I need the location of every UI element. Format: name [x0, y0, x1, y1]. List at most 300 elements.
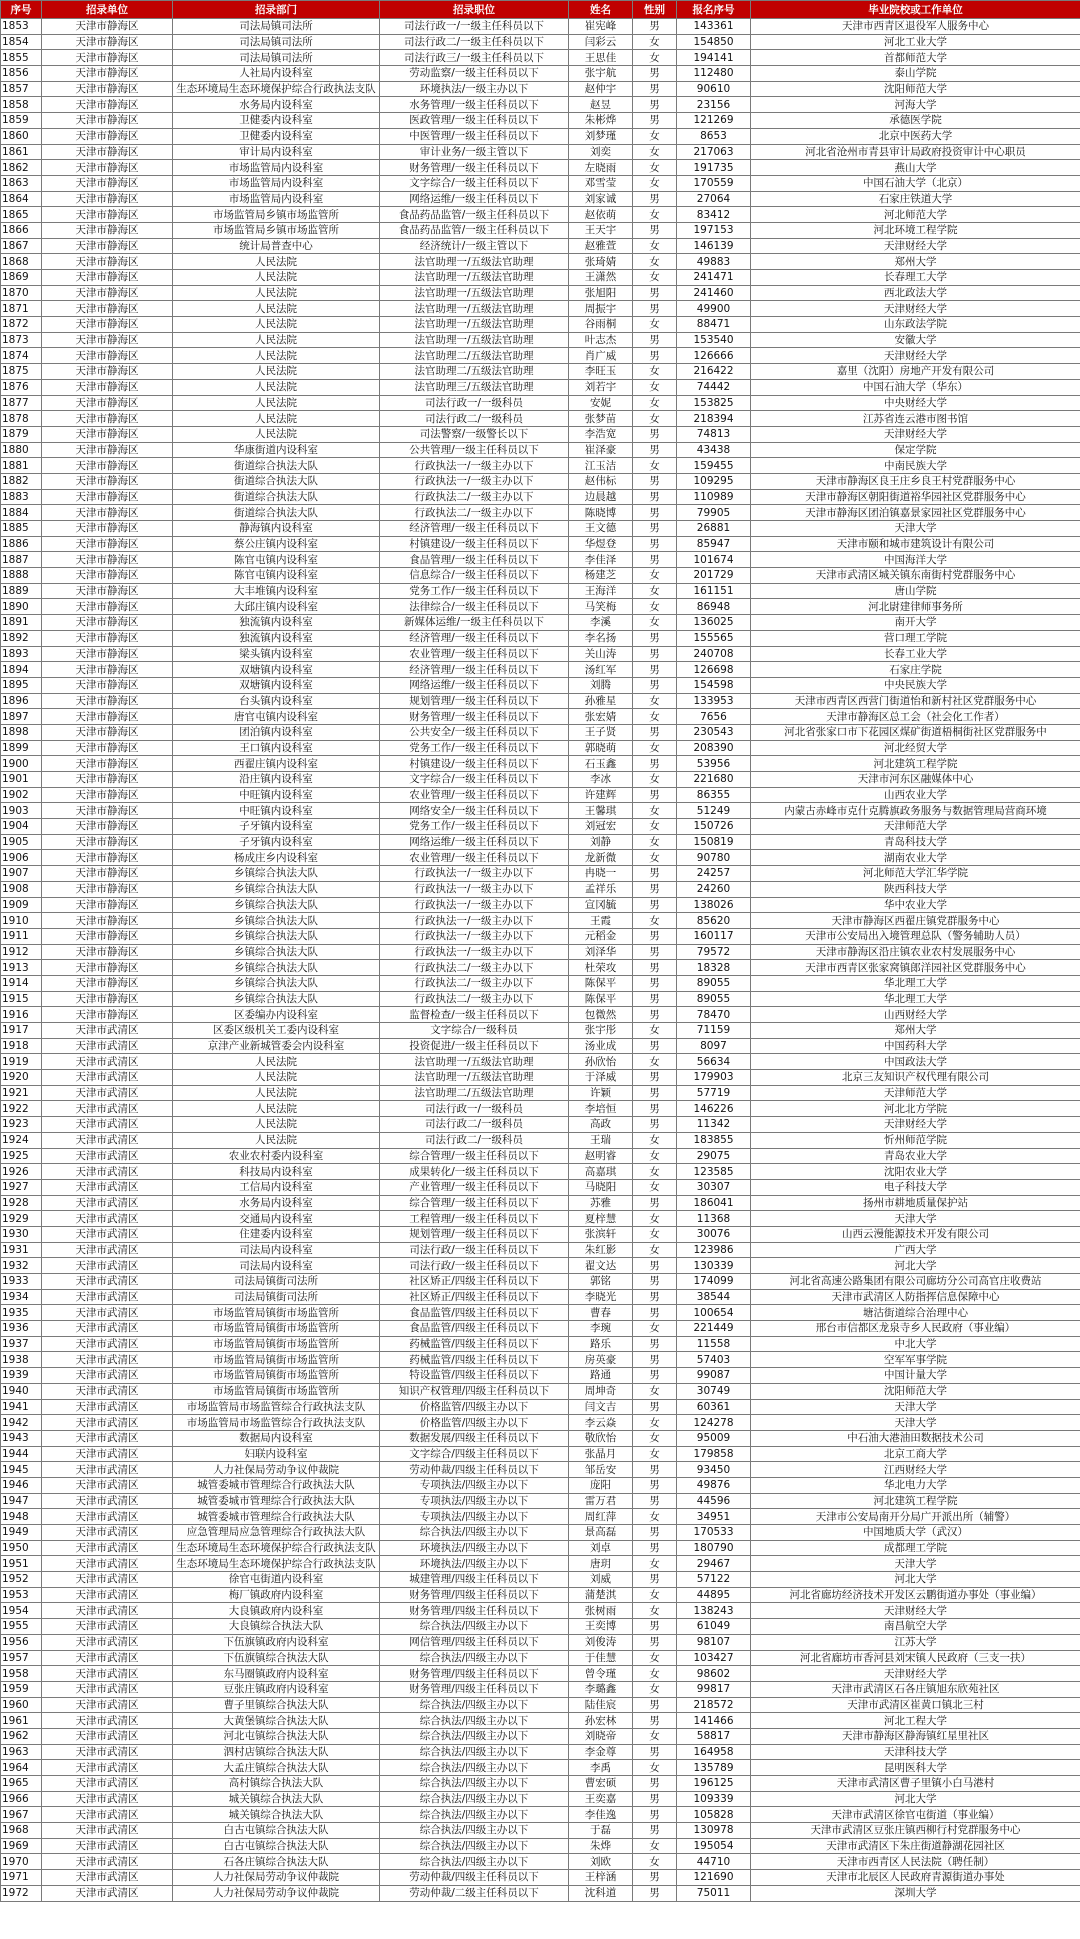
cell-col-index: 1913	[1, 960, 42, 976]
cell-col-school: 西北政法大学	[751, 285, 1080, 301]
cell-col-unit: 天津市武清区	[42, 1870, 173, 1886]
cell-col-position: 环境执法/四级主办以下	[380, 1556, 569, 1572]
cell-col-gender: 女	[633, 740, 677, 756]
cell-col-unit: 天津市静海区	[42, 505, 173, 521]
cell-col-school: 天津市静海区朝阳街道裕华园社区党群服务中心	[751, 489, 1080, 505]
cell-col-reg-no: 240708	[677, 646, 751, 662]
cell-col-index: 1896	[1, 693, 42, 709]
cell-col-department: 市场监管局镇街市场监管所	[173, 1321, 380, 1337]
cell-col-name: 周振宇	[569, 301, 633, 317]
cell-col-unit: 天津市静海区	[42, 191, 173, 207]
table-row	[1, 1274, 1080, 1290]
cell-col-unit: 天津市武清区	[42, 1744, 173, 1760]
cell-col-reg-no: 138026	[677, 897, 751, 913]
cell-col-position: 农业管理/一级主任科员以下	[380, 850, 569, 866]
cell-col-gender: 女	[633, 615, 677, 631]
cell-col-name: 陈保平	[569, 975, 633, 991]
cell-col-reg-no: 241471	[677, 270, 751, 286]
cell-col-name: 汤业成	[569, 1038, 633, 1054]
table-row	[1, 379, 1080, 395]
cell-col-unit: 天津市静海区	[42, 787, 173, 803]
cell-col-unit: 天津市武清区	[42, 1415, 173, 1431]
table-row	[1, 66, 1080, 82]
table-row	[1, 1619, 1080, 1635]
cell-col-position: 劳动仲裁/四级主任科员以下	[380, 1870, 569, 1886]
table-row	[1, 913, 1080, 929]
cell-col-name: 闫文吉	[569, 1399, 633, 1415]
cell-col-reg-no: 18328	[677, 960, 751, 976]
cell-col-index: 1860	[1, 128, 42, 144]
cell-col-gender: 男	[633, 1289, 677, 1305]
table-row	[1, 348, 1080, 364]
header-col-department: 招录部门	[173, 1, 380, 19]
table-header-row	[1, 1, 1080, 19]
cell-col-gender: 女	[633, 819, 677, 835]
cell-col-index: 1869	[1, 270, 42, 286]
cell-col-department: 大黄堡镇综合执法大队	[173, 1713, 380, 1729]
table-row	[1, 740, 1080, 756]
cell-col-department: 静海镇内设科室	[173, 521, 380, 537]
cell-col-index: 1871	[1, 301, 42, 317]
cell-col-position: 综合执法/四级主办以下	[380, 1713, 569, 1729]
table-row	[1, 897, 1080, 913]
cell-col-position: 综合执法/四级主办以下	[380, 1760, 569, 1776]
cell-col-school: 天津市静海区良王庄乡良王村党群服务中心	[751, 473, 1080, 489]
cell-col-department: 团泊镇内设科室	[173, 724, 380, 740]
cell-col-department: 市场监管局乡镇市场监管所	[173, 222, 380, 238]
cell-col-school: 江苏大学	[751, 1634, 1080, 1650]
cell-col-index: 1858	[1, 97, 42, 113]
cell-col-gender: 男	[633, 1462, 677, 1478]
cell-col-department: 曹子里镇综合执法大队	[173, 1697, 380, 1713]
cell-col-gender: 男	[633, 1493, 677, 1509]
cell-col-position: 司法行政一/一级主任科员以下	[380, 19, 569, 35]
cell-col-position: 法官助理一/五级法官助理	[380, 254, 569, 270]
cell-col-unit: 天津市静海区	[42, 175, 173, 191]
cell-col-gender: 男	[633, 1007, 677, 1023]
table-row	[1, 1117, 1080, 1133]
cell-col-gender: 女	[633, 1666, 677, 1682]
table-row	[1, 1791, 1080, 1807]
cell-col-reg-no: 197153	[677, 222, 751, 238]
cell-col-position: 村镇建设/一级主任科员以下	[380, 536, 569, 552]
cell-col-gender: 女	[633, 207, 677, 223]
cell-col-position: 法官助理一/五级法官助理	[380, 270, 569, 286]
cell-col-reg-no: 208390	[677, 740, 751, 756]
cell-col-name: 张宏婧	[569, 709, 633, 725]
cell-col-reg-no: 174099	[677, 1274, 751, 1290]
cell-col-department: 人民法院	[173, 317, 380, 333]
cell-col-gender: 男	[633, 1117, 677, 1133]
cell-col-unit: 天津市武清区	[42, 1587, 173, 1603]
cell-col-reg-no: 8653	[677, 128, 751, 144]
table-row	[1, 834, 1080, 850]
cell-col-unit: 天津市静海区	[42, 34, 173, 50]
cell-col-department: 生态环境局生态环境保护综合行政执法支队	[173, 1540, 380, 1556]
cell-col-gender: 女	[633, 317, 677, 333]
cell-col-gender: 男	[633, 662, 677, 678]
cell-col-department: 河北屯镇综合执法大队	[173, 1728, 380, 1744]
cell-col-reg-no: 170559	[677, 175, 751, 191]
header-col-position: 招录职位	[380, 1, 569, 19]
cell-col-index: 1902	[1, 787, 42, 803]
cell-col-gender: 男	[633, 787, 677, 803]
cell-col-reg-no: 60361	[677, 1399, 751, 1415]
cell-col-index: 1914	[1, 975, 42, 991]
cell-col-gender: 女	[633, 1415, 677, 1431]
cell-col-position: 司法行政二/一级科员	[380, 1117, 569, 1133]
cell-col-unit: 天津市武清区	[42, 1666, 173, 1682]
cell-col-reg-no: 135789	[677, 1760, 751, 1776]
cell-col-department: 人民法院	[173, 364, 380, 380]
cell-col-position: 文字综合/一级科员	[380, 1023, 569, 1039]
cell-col-gender: 女	[633, 395, 677, 411]
cell-col-gender: 男	[633, 1101, 677, 1117]
cell-col-gender: 男	[633, 724, 677, 740]
cell-col-gender: 女	[633, 803, 677, 819]
cell-col-name: 刘泽华	[569, 944, 633, 960]
cell-col-department: 科技局内设科室	[173, 1164, 380, 1180]
table-row	[1, 1132, 1080, 1148]
cell-col-name: 边晨越	[569, 489, 633, 505]
cell-col-reg-no: 218572	[677, 1697, 751, 1713]
cell-col-department: 交通局内设科室	[173, 1211, 380, 1227]
cell-col-name: 于泽威	[569, 1070, 633, 1086]
table-row	[1, 1242, 1080, 1258]
cell-col-gender: 女	[633, 1164, 677, 1180]
cell-col-unit: 天津市武清区	[42, 1462, 173, 1478]
cell-col-name: 张滨轩	[569, 1226, 633, 1242]
cell-col-department: 生态环境局生态环境保护综合行政执法支队	[173, 1556, 380, 1572]
cell-col-department: 王口镇内设科室	[173, 740, 380, 756]
cell-col-gender: 女	[633, 693, 677, 709]
cell-col-index: 1861	[1, 144, 42, 160]
cell-col-reg-no: 11558	[677, 1336, 751, 1352]
cell-col-reg-no: 93450	[677, 1462, 751, 1478]
cell-col-position: 网信管理/四级主任科员以下	[380, 1634, 569, 1650]
cell-col-department: 司法局内设科室	[173, 1242, 380, 1258]
cell-col-reg-no: 74813	[677, 426, 751, 442]
cell-col-unit: 天津市武清区	[42, 1070, 173, 1086]
cell-col-position: 公共安全/一级主任科员以下	[380, 724, 569, 740]
cell-col-index: 1895	[1, 677, 42, 693]
cell-col-school: 华北电力大学	[751, 1477, 1080, 1493]
cell-col-position: 环境执法/一级主办以下	[380, 81, 569, 97]
table-row	[1, 677, 1080, 693]
cell-col-department: 人民法院	[173, 301, 380, 317]
cell-col-reg-no: 30076	[677, 1226, 751, 1242]
cell-col-name: 于佳慧	[569, 1650, 633, 1666]
cell-col-index: 1937	[1, 1336, 42, 1352]
cell-col-name: 李佳泽	[569, 552, 633, 568]
cell-col-name: 张梦苗	[569, 411, 633, 427]
cell-col-department: 大丰堆镇内设科室	[173, 583, 380, 599]
cell-col-index: 1951	[1, 1556, 42, 1572]
cell-col-department: 梅厂镇政府内设科室	[173, 1587, 380, 1603]
cell-col-index: 1877	[1, 395, 42, 411]
cell-col-school: 郑州大学	[751, 1023, 1080, 1039]
table-row	[1, 599, 1080, 615]
cell-col-name: 元稻金	[569, 928, 633, 944]
table-row	[1, 254, 1080, 270]
cell-col-unit: 天津市武清区	[42, 1446, 173, 1462]
cell-col-unit: 天津市静海区	[42, 740, 173, 756]
cell-col-reg-no: 109339	[677, 1791, 751, 1807]
cell-col-name: 刘家诚	[569, 191, 633, 207]
cell-col-unit: 天津市静海区	[42, 442, 173, 458]
cell-col-gender: 男	[633, 81, 677, 97]
table-row	[1, 928, 1080, 944]
cell-col-unit: 天津市武清区	[42, 1321, 173, 1337]
cell-col-position: 村镇建设/一级主任科员以下	[380, 756, 569, 772]
cell-col-name: 王文德	[569, 521, 633, 537]
cell-col-gender: 女	[633, 850, 677, 866]
cell-col-name: 陈晓博	[569, 505, 633, 521]
cell-col-index: 1876	[1, 379, 42, 395]
cell-col-position: 财务管理/四级主任科员以下	[380, 1587, 569, 1603]
cell-col-name: 谷雨桐	[569, 317, 633, 333]
cell-col-reg-no: 98107	[677, 1634, 751, 1650]
cell-col-position: 党务工作/一级主任科员以下	[380, 819, 569, 835]
cell-col-reg-no: 159455	[677, 458, 751, 474]
cell-col-name: 路通	[569, 1368, 633, 1384]
cell-col-reg-no: 154598	[677, 677, 751, 693]
cell-col-gender: 男	[633, 1305, 677, 1321]
cell-col-school: 长春理工大学	[751, 270, 1080, 286]
table-row	[1, 772, 1080, 788]
cell-col-gender: 男	[633, 489, 677, 505]
cell-col-reg-no: 78470	[677, 1007, 751, 1023]
cell-col-gender: 男	[633, 1085, 677, 1101]
table-row	[1, 222, 1080, 238]
cell-col-index: 1889	[1, 583, 42, 599]
cell-col-position: 综合执法/四级主办以下	[380, 1838, 569, 1854]
cell-col-department: 市场监管局镇街市场监管所	[173, 1336, 380, 1352]
cell-col-school: 华北理工大学	[751, 975, 1080, 991]
table-row	[1, 1195, 1080, 1211]
cell-col-name: 王奕嘉	[569, 1791, 633, 1807]
cell-col-index: 1948	[1, 1509, 42, 1525]
table-row	[1, 1634, 1080, 1650]
cell-col-gender: 女	[633, 1728, 677, 1744]
table-row	[1, 850, 1080, 866]
cell-col-index: 1929	[1, 1211, 42, 1227]
cell-col-position: 成果转化/一级主任科员以下	[380, 1164, 569, 1180]
cell-col-school: 河北师范大学	[751, 207, 1080, 223]
cell-col-position: 综合执法/四级主办以下	[380, 1650, 569, 1666]
cell-col-unit: 天津市静海区	[42, 975, 173, 991]
cell-col-school: 天津市西青区西营门街道怡和新村社区党群服务中心	[751, 693, 1080, 709]
cell-col-position: 专项执法/四级主办以下	[380, 1493, 569, 1509]
cell-col-position: 价格监管/四级主办以下	[380, 1399, 569, 1415]
cell-col-school: 塘沽街道综合治理中心	[751, 1305, 1080, 1321]
cell-col-index: 1865	[1, 207, 42, 223]
cell-col-school: 青岛农业大学	[751, 1148, 1080, 1164]
cell-col-school: 天津财经大学	[751, 426, 1080, 442]
cell-col-unit: 天津市静海区	[42, 599, 173, 615]
cell-col-position: 价格监管/四级主办以下	[380, 1415, 569, 1431]
cell-col-unit: 天津市武清区	[42, 1838, 173, 1854]
header-col-name: 姓名	[569, 1, 633, 19]
cell-col-school: 中央民族大学	[751, 677, 1080, 693]
cell-col-name: 刘欧	[569, 1854, 633, 1870]
table-row	[1, 1713, 1080, 1729]
cell-col-school: 长春工业大学	[751, 646, 1080, 662]
cell-col-school: 河北大学	[751, 1258, 1080, 1274]
cell-col-index: 1882	[1, 473, 42, 489]
cell-col-position: 食品药品监管/一级主任科员以下	[380, 207, 569, 223]
cell-col-school: 湖南农业大学	[751, 850, 1080, 866]
cell-col-position: 食品监管/四级主任科员以下	[380, 1321, 569, 1337]
cell-col-position: 司法行政三/一级主任科员以下	[380, 50, 569, 66]
cell-col-department: 人民法院	[173, 348, 380, 364]
cell-col-department: 人民法院	[173, 395, 380, 411]
cell-col-gender: 女	[633, 458, 677, 474]
cell-col-unit: 天津市静海区	[42, 944, 173, 960]
table-row	[1, 1383, 1080, 1399]
cell-col-unit: 天津市武清区	[42, 1603, 173, 1619]
cell-col-index: 1963	[1, 1744, 42, 1760]
cell-col-gender: 女	[633, 238, 677, 254]
cell-col-department: 人民法院	[173, 1070, 380, 1086]
cell-col-school: 空军军事学院	[751, 1352, 1080, 1368]
cell-col-reg-no: 90610	[677, 81, 751, 97]
cell-col-index: 1875	[1, 364, 42, 380]
cell-col-name: 张树雨	[569, 1603, 633, 1619]
table-row	[1, 1258, 1080, 1274]
cell-col-reg-no: 30749	[677, 1383, 751, 1399]
cell-col-school: 唐山学院	[751, 583, 1080, 599]
cell-col-school: 天津大学	[751, 1556, 1080, 1572]
cell-col-gender: 男	[633, 191, 677, 207]
table-row	[1, 709, 1080, 725]
table-row	[1, 1854, 1080, 1870]
cell-col-school: 中国计量大学	[751, 1368, 1080, 1384]
cell-col-index: 1919	[1, 1054, 42, 1070]
cell-col-school: 邢台市信都区龙泉寺乡人民政府（事业编）	[751, 1321, 1080, 1337]
cell-col-position: 规划管理/一级主任科员以下	[380, 693, 569, 709]
cell-col-reg-no: 217063	[677, 144, 751, 160]
cell-col-index: 1855	[1, 50, 42, 66]
cell-col-position: 党务工作/一级主任科员以下	[380, 583, 569, 599]
cell-col-position: 综合管理/一级主任科员以下	[380, 1148, 569, 1164]
cell-col-index: 1971	[1, 1870, 42, 1886]
cell-col-index: 1900	[1, 756, 42, 772]
cell-col-school: 天津财经大学	[751, 1603, 1080, 1619]
cell-col-gender: 男	[633, 1477, 677, 1493]
cell-col-index: 1881	[1, 458, 42, 474]
cell-col-reg-no: 201729	[677, 568, 751, 584]
cell-col-school: 中北大学	[751, 1336, 1080, 1352]
cell-col-name: 包微然	[569, 1007, 633, 1023]
cell-col-index: 1863	[1, 175, 42, 191]
cell-col-index: 1870	[1, 285, 42, 301]
table-row	[1, 411, 1080, 427]
cell-col-school: 江西财经大学	[751, 1462, 1080, 1478]
cell-col-department: 住建委内设科室	[173, 1226, 380, 1242]
cell-col-gender: 女	[633, 1211, 677, 1227]
cell-col-department: 徐官屯街道内设科室	[173, 1572, 380, 1588]
cell-col-school: 天津大学	[751, 1399, 1080, 1415]
cell-col-index: 1942	[1, 1415, 42, 1431]
cell-col-department: 农业农村委内设科室	[173, 1148, 380, 1164]
cell-col-position: 规划管理/一级主任科员以下	[380, 1226, 569, 1242]
cell-col-index: 1884	[1, 505, 42, 521]
table-row	[1, 426, 1080, 442]
table-row	[1, 1493, 1080, 1509]
cell-col-index: 1864	[1, 191, 42, 207]
cell-col-unit: 天津市静海区	[42, 254, 173, 270]
cell-col-name: 李浩宽	[569, 426, 633, 442]
cell-col-index: 1886	[1, 536, 42, 552]
cell-col-index: 1853	[1, 19, 42, 35]
cell-col-department: 司法局镇司法所	[173, 34, 380, 50]
cell-col-position: 医政管理/一级主任科员以下	[380, 113, 569, 129]
cell-col-unit: 天津市静海区	[42, 81, 173, 97]
cell-col-gender: 男	[633, 897, 677, 913]
cell-col-name: 孙宏林	[569, 1713, 633, 1729]
cell-col-reg-no: 57719	[677, 1085, 751, 1101]
cell-col-school: 河北尉建律师事务所	[751, 599, 1080, 615]
cell-col-position: 食品药品监管/一级主任科员以下	[380, 222, 569, 238]
cell-col-unit: 天津市武清区	[42, 1242, 173, 1258]
cell-col-school: 首都师范大学	[751, 50, 1080, 66]
table-row	[1, 552, 1080, 568]
cell-col-reg-no: 100654	[677, 1305, 751, 1321]
cell-col-name: 路乐	[569, 1336, 633, 1352]
cell-col-unit: 天津市静海区	[42, 881, 173, 897]
cell-col-department: 中旺镇内设科室	[173, 787, 380, 803]
table-row	[1, 1289, 1080, 1305]
table-body	[1, 19, 1080, 1902]
cell-col-index: 1922	[1, 1101, 42, 1117]
cell-col-gender: 男	[633, 1776, 677, 1792]
cell-col-school: 天津市北辰区人民政府青源街道办事处	[751, 1870, 1080, 1886]
cell-col-reg-no: 49883	[677, 254, 751, 270]
cell-col-reg-no: 86948	[677, 599, 751, 615]
cell-col-name: 李佳逸	[569, 1807, 633, 1823]
table-row	[1, 317, 1080, 333]
cell-col-position: 法官助理一/五级法官助理	[380, 332, 569, 348]
cell-col-unit: 天津市静海区	[42, 615, 173, 631]
cell-col-position: 行政执法二/一级主办以下	[380, 489, 569, 505]
cell-col-index: 1878	[1, 411, 42, 427]
cell-col-index: 1933	[1, 1274, 42, 1290]
cell-col-reg-no: 143361	[677, 19, 751, 35]
cell-col-department: 城关镇综合执法大队	[173, 1807, 380, 1823]
cell-col-school: 陕西科技大学	[751, 881, 1080, 897]
cell-col-position: 网络安全/一级主任科员以下	[380, 803, 569, 819]
cell-col-department: 子牙镇内设科室	[173, 819, 380, 835]
cell-col-reg-no: 109295	[677, 473, 751, 489]
cell-col-department: 人力社保局劳动争议仲裁院	[173, 1462, 380, 1478]
cell-col-department: 城管委城市管理综合行政执法大队	[173, 1477, 380, 1493]
cell-col-gender: 男	[633, 552, 677, 568]
cell-col-gender: 男	[633, 285, 677, 301]
cell-col-school: 天津财经大学	[751, 348, 1080, 364]
table-row	[1, 583, 1080, 599]
cell-col-gender: 女	[633, 834, 677, 850]
cell-col-unit: 天津市静海区	[42, 222, 173, 238]
cell-col-department: 司法局镇街司法所	[173, 1274, 380, 1290]
cell-col-reg-no: 79905	[677, 505, 751, 521]
cell-col-position: 药械监管/四级主任科员以下	[380, 1336, 569, 1352]
cell-col-gender: 女	[633, 599, 677, 615]
cell-col-reg-no: 49900	[677, 301, 751, 317]
cell-col-unit: 天津市静海区	[42, 646, 173, 662]
cell-col-index: 1947	[1, 1493, 42, 1509]
cell-col-unit: 天津市静海区	[42, 97, 173, 113]
